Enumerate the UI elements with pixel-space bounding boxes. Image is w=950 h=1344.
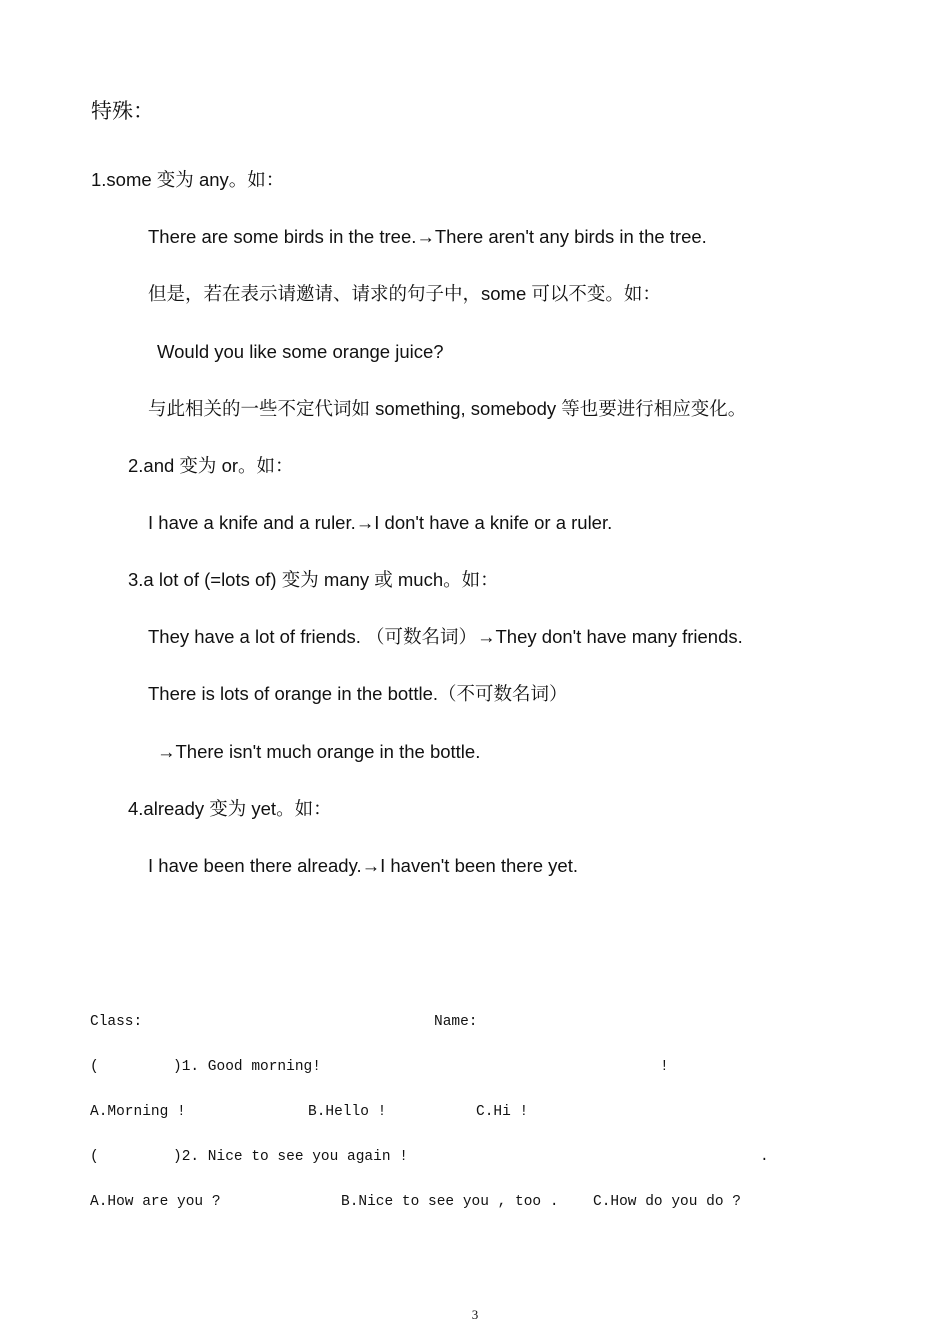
question-2-text: )2. Nice to see you again !	[173, 1149, 408, 1165]
example-3b: There is lots of orange in the bottle.（不可数名词）	[148, 683, 568, 704]
rule-1: 1.some 变为 any。如：	[91, 169, 285, 190]
q2-option-c: C.How do you do ?	[593, 1194, 741, 1210]
rule-2: 2.and 变为 or。如：	[128, 455, 294, 476]
q2-option-a: A.How are you ?	[90, 1194, 221, 1210]
example-1: There are some birds in the tree.→There aren't any birds in the tree.	[148, 226, 707, 247]
question-2-paren: (	[90, 1149, 99, 1165]
example-4: I have been there already.→I haven't been there yet.	[148, 855, 578, 876]
example-3c: →There isn't much orange in the bottle.	[157, 741, 481, 762]
question-1-paren: (	[90, 1059, 99, 1075]
section-title: 特殊：	[91, 100, 154, 123]
example-1b: Would you like some orange juice?	[157, 341, 444, 362]
q2-option-b: B.Nice to see you , too .	[341, 1194, 559, 1210]
q1-option-c: C.Hi !	[476, 1104, 529, 1120]
q1-option-a: A.Morning !	[90, 1104, 186, 1120]
example-3a: They have a lot of friends. （可数名词）→They don't have many friends.	[148, 626, 743, 647]
note-1b: 与此相关的一些不定代词如 something, somebody 等也要进行相应变化。	[148, 398, 747, 419]
question-1-text: )1. Good morning!	[173, 1059, 321, 1075]
class-label: Class:	[90, 1014, 143, 1030]
rule-3: 3.a lot of (=lots of) 变为 many 或 much。如：	[128, 569, 499, 590]
example-2: I have a knife and a ruler.→I don't have a knife or a ruler.	[148, 512, 613, 533]
name-label: Name:	[434, 1014, 478, 1030]
q1-option-b: B.Hello !	[308, 1104, 387, 1120]
page-number: 3	[471, 1307, 479, 1322]
question-2-end: .	[760, 1149, 769, 1165]
rule-4: 4.already 变为 yet。如：	[128, 798, 332, 819]
question-1-end: !	[660, 1059, 669, 1075]
note-1: 但是，若在表示请邀请、请求的句子中，some 可以不变。如：	[148, 283, 661, 304]
